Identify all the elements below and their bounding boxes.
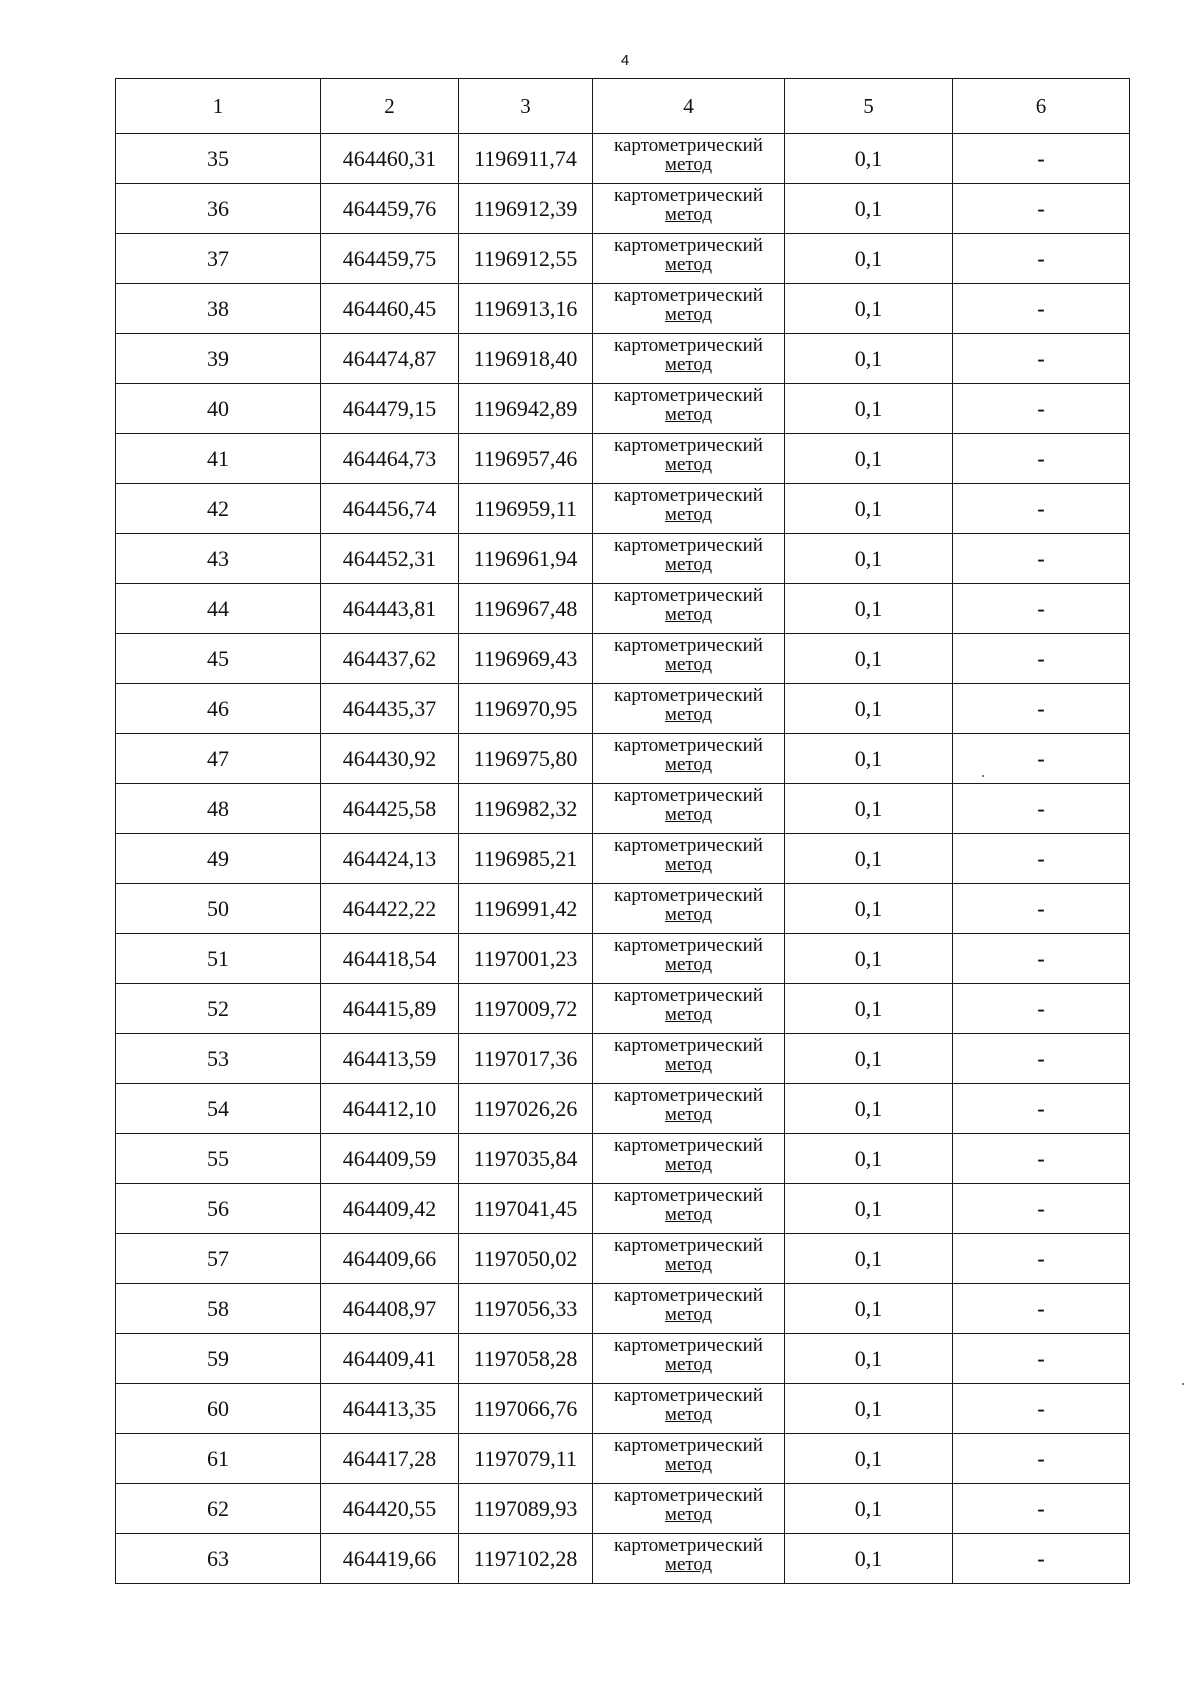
x-coordinate-cell: 464430,92 bbox=[321, 734, 459, 784]
method-text-line1: картометрический bbox=[614, 285, 763, 306]
table-row bbox=[116, 234, 1130, 284]
method-cell bbox=[593, 334, 785, 384]
method-cell bbox=[593, 1234, 785, 1284]
note-cell: - bbox=[953, 1084, 1130, 1134]
point-number-cell: 56 bbox=[116, 1184, 321, 1234]
x-coordinate-cell: 464409,42 bbox=[321, 1184, 459, 1234]
x-coordinate-cell: 464479,15 bbox=[321, 384, 459, 434]
x-coordinate-cell: 464424,13 bbox=[321, 834, 459, 884]
note-cell: - bbox=[953, 434, 1130, 484]
header-col-5: 5 bbox=[785, 79, 953, 134]
method-cell bbox=[593, 684, 785, 734]
y-coordinate-cell: 1196912,39 bbox=[459, 184, 593, 234]
y-coordinate-cell: 1197001,23 bbox=[459, 934, 593, 984]
point-number-cell: 62 bbox=[116, 1484, 321, 1534]
y-coordinate-cell: 1196957,46 bbox=[459, 434, 593, 484]
point-number-cell: 46 bbox=[116, 684, 321, 734]
note-cell: - bbox=[953, 1034, 1130, 1084]
accuracy-cell: 0,1 bbox=[785, 684, 953, 734]
y-coordinate-cell: 1196961,94 bbox=[459, 534, 593, 584]
table-row bbox=[116, 1134, 1130, 1184]
note-cell: - bbox=[953, 284, 1130, 334]
method-text-line1: картометрический bbox=[614, 1185, 763, 1206]
note-cell: - bbox=[953, 834, 1130, 884]
note-cell: - bbox=[953, 1234, 1130, 1284]
header-col-4: 4 bbox=[593, 79, 785, 134]
method-text-line1: картометрический bbox=[614, 585, 763, 606]
method-text-line1: картометрический bbox=[614, 1135, 763, 1156]
accuracy-cell: 0,1 bbox=[785, 1184, 953, 1234]
table-row bbox=[116, 834, 1130, 884]
x-coordinate-cell: 464443,81 bbox=[321, 584, 459, 634]
note-cell: - bbox=[953, 784, 1130, 834]
method-cell bbox=[593, 384, 785, 434]
note-cell: - bbox=[953, 684, 1130, 734]
method-text-line1: картометрический bbox=[614, 485, 763, 506]
method-cell bbox=[593, 434, 785, 484]
table-row bbox=[116, 1084, 1130, 1134]
method-text-line1: картометрический bbox=[614, 835, 763, 856]
x-coordinate-cell: 464459,75 bbox=[321, 234, 459, 284]
point-number-cell: 38 bbox=[116, 284, 321, 334]
y-coordinate-cell: 1197026,26 bbox=[459, 1084, 593, 1134]
method-text-line1: картометрический bbox=[614, 885, 763, 906]
method-text-line2: метод bbox=[664, 454, 713, 475]
method-text-line2: метод bbox=[664, 704, 713, 725]
method-cell bbox=[593, 134, 785, 184]
method-text-line1: картометрический bbox=[614, 1085, 763, 1106]
y-coordinate-cell: 1197066,76 bbox=[459, 1384, 593, 1434]
method-text-line2: метод bbox=[664, 1554, 713, 1575]
method-text-line2: метод bbox=[664, 504, 713, 525]
method-text-line1: картометрический bbox=[614, 435, 763, 456]
accuracy-cell: 0,1 bbox=[785, 634, 953, 684]
point-number-cell: 48 bbox=[116, 784, 321, 834]
x-coordinate-cell: 464420,55 bbox=[321, 1484, 459, 1534]
note-cell: - bbox=[953, 134, 1130, 184]
note-cell: - bbox=[953, 484, 1130, 534]
point-number-cell: 39 bbox=[116, 334, 321, 384]
table-row bbox=[116, 1484, 1130, 1534]
x-coordinate-cell: 464408,97 bbox=[321, 1284, 459, 1334]
method-text-line1: картометрический bbox=[614, 735, 763, 756]
table-row bbox=[116, 784, 1130, 834]
accuracy-cell: 0,1 bbox=[785, 1384, 953, 1434]
method-cell bbox=[593, 734, 785, 784]
coordinates-table bbox=[115, 78, 1130, 1584]
method-cell bbox=[593, 634, 785, 684]
table-row bbox=[116, 1334, 1130, 1384]
method-cell bbox=[593, 534, 785, 584]
coordinates-table-body bbox=[116, 79, 1130, 1584]
method-text-line2: метод bbox=[664, 304, 713, 325]
y-coordinate-cell: 1196911,74 bbox=[459, 134, 593, 184]
method-text-line1: картометрический bbox=[614, 535, 763, 556]
method-text-line1: картометрический bbox=[614, 985, 763, 1006]
accuracy-cell: 0,1 bbox=[785, 184, 953, 234]
method-text-line1: картометрический bbox=[614, 385, 763, 406]
y-coordinate-cell: 1197102,28 bbox=[459, 1534, 593, 1584]
method-cell bbox=[593, 1084, 785, 1134]
point-number-cell: 51 bbox=[116, 934, 321, 984]
header-col-2: 2 bbox=[321, 79, 459, 134]
y-coordinate-cell: 1197079,11 bbox=[459, 1434, 593, 1484]
note-cell: - bbox=[953, 1184, 1130, 1234]
y-coordinate-cell: 1197050,02 bbox=[459, 1234, 593, 1284]
y-coordinate-cell: 1196942,89 bbox=[459, 384, 593, 434]
y-coordinate-cell: 1197056,33 bbox=[459, 1284, 593, 1334]
note-cell: - bbox=[953, 334, 1130, 384]
accuracy-cell: 0,1 bbox=[785, 884, 953, 934]
x-coordinate-cell: 464460,45 bbox=[321, 284, 459, 334]
accuracy-cell: 0,1 bbox=[785, 1084, 953, 1134]
method-text-line1: картометрический bbox=[614, 635, 763, 656]
accuracy-cell: 0,1 bbox=[785, 1234, 953, 1284]
point-number-cell: 45 bbox=[116, 634, 321, 684]
accuracy-cell: 0,1 bbox=[785, 434, 953, 484]
y-coordinate-cell: 1197058,28 bbox=[459, 1334, 593, 1384]
method-cell bbox=[593, 234, 785, 284]
method-text-line2: метод bbox=[664, 854, 713, 875]
method-text-line2: метод bbox=[664, 954, 713, 975]
table-row bbox=[116, 1434, 1130, 1484]
method-text-line2: метод bbox=[664, 1504, 713, 1525]
point-number-cell: 36 bbox=[116, 184, 321, 234]
accuracy-cell: 0,1 bbox=[785, 784, 953, 834]
method-cell bbox=[593, 1334, 785, 1384]
method-text-line1: картометрический bbox=[614, 235, 763, 256]
y-coordinate-cell: 1197009,72 bbox=[459, 984, 593, 1034]
point-number-cell: 41 bbox=[116, 434, 321, 484]
method-text-line1: картометрический bbox=[614, 185, 763, 206]
note-cell: - bbox=[953, 584, 1130, 634]
point-number-cell: 47 bbox=[116, 734, 321, 784]
y-coordinate-cell: 1196918,40 bbox=[459, 334, 593, 384]
method-cell bbox=[593, 484, 785, 534]
y-coordinate-cell: 1196967,48 bbox=[459, 584, 593, 634]
note-cell: - bbox=[953, 1434, 1130, 1484]
note-cell: - bbox=[953, 884, 1130, 934]
point-number-cell: 53 bbox=[116, 1034, 321, 1084]
x-coordinate-cell: 464413,35 bbox=[321, 1384, 459, 1434]
x-coordinate-cell: 464452,31 bbox=[321, 534, 459, 584]
point-number-cell: 43 bbox=[116, 534, 321, 584]
y-coordinate-cell: 1196985,21 bbox=[459, 834, 593, 884]
accuracy-cell: 0,1 bbox=[785, 334, 953, 384]
point-number-cell: 59 bbox=[116, 1334, 321, 1384]
point-number-cell: 57 bbox=[116, 1234, 321, 1284]
accuracy-cell: 0,1 bbox=[785, 1534, 953, 1584]
point-number-cell: 42 bbox=[116, 484, 321, 534]
accuracy-cell: 0,1 bbox=[785, 734, 953, 784]
method-cell bbox=[593, 984, 785, 1034]
x-coordinate-cell: 464409,59 bbox=[321, 1134, 459, 1184]
header-col-6: 6 bbox=[953, 79, 1130, 134]
method-text-line2: метод bbox=[664, 1054, 713, 1075]
note-cell: - bbox=[953, 1484, 1130, 1534]
table-row bbox=[116, 484, 1130, 534]
x-coordinate-cell: 464456,74 bbox=[321, 484, 459, 534]
point-number-cell: 60 bbox=[116, 1384, 321, 1434]
table-row bbox=[116, 684, 1130, 734]
table-row bbox=[116, 1284, 1130, 1334]
x-coordinate-cell: 464412,10 bbox=[321, 1084, 459, 1134]
note-cell: - bbox=[953, 1134, 1130, 1184]
method-text-line2: метод bbox=[664, 1104, 713, 1125]
y-coordinate-cell: 1196969,43 bbox=[459, 634, 593, 684]
x-coordinate-cell: 464415,89 bbox=[321, 984, 459, 1034]
method-text-line1: картометрический bbox=[614, 1435, 763, 1456]
method-cell bbox=[593, 1034, 785, 1084]
table-row bbox=[116, 384, 1130, 434]
method-text-line2: метод bbox=[664, 254, 713, 275]
y-coordinate-cell: 1197041,45 bbox=[459, 1184, 593, 1234]
table-row bbox=[116, 984, 1130, 1034]
method-text-line2: метод bbox=[664, 804, 713, 825]
page-number: 4 bbox=[620, 52, 630, 69]
method-cell bbox=[593, 284, 785, 334]
accuracy-cell: 0,1 bbox=[785, 234, 953, 284]
table-row bbox=[116, 1184, 1130, 1234]
note-cell: - bbox=[953, 984, 1130, 1034]
method-text-line1: картометрический bbox=[614, 1285, 763, 1306]
header-col-3: 3 bbox=[459, 79, 593, 134]
scan-speck bbox=[982, 775, 984, 777]
x-coordinate-cell: 464409,41 bbox=[321, 1334, 459, 1384]
method-cell bbox=[593, 1434, 785, 1484]
method-cell bbox=[593, 834, 785, 884]
table-row bbox=[116, 634, 1130, 684]
y-coordinate-cell: 1196970,95 bbox=[459, 684, 593, 734]
y-coordinate-cell: 1196959,11 bbox=[459, 484, 593, 534]
method-cell bbox=[593, 934, 785, 984]
method-text-line1: картометрический bbox=[614, 1335, 763, 1356]
method-text-line1: картометрический bbox=[614, 935, 763, 956]
method-text-line2: метод bbox=[664, 904, 713, 925]
x-coordinate-cell: 464413,59 bbox=[321, 1034, 459, 1084]
point-number-cell: 54 bbox=[116, 1084, 321, 1134]
method-text-line2: метод bbox=[664, 754, 713, 775]
x-coordinate-cell: 464459,76 bbox=[321, 184, 459, 234]
table-row bbox=[116, 534, 1130, 584]
y-coordinate-cell: 1196982,32 bbox=[459, 784, 593, 834]
x-coordinate-cell: 464437,62 bbox=[321, 634, 459, 684]
table-row bbox=[116, 584, 1130, 634]
x-coordinate-cell: 464460,31 bbox=[321, 134, 459, 184]
table-row bbox=[116, 1234, 1130, 1284]
accuracy-cell: 0,1 bbox=[785, 1284, 953, 1334]
method-text-line2: метод bbox=[664, 1254, 713, 1275]
method-text-line2: метод bbox=[664, 204, 713, 225]
y-coordinate-cell: 1196913,16 bbox=[459, 284, 593, 334]
accuracy-cell: 0,1 bbox=[785, 984, 953, 1034]
point-number-cell: 63 bbox=[116, 1534, 321, 1584]
point-number-cell: 55 bbox=[116, 1134, 321, 1184]
method-text-line2: метод bbox=[664, 604, 713, 625]
accuracy-cell: 0,1 bbox=[785, 284, 953, 334]
note-cell: - bbox=[953, 384, 1130, 434]
point-number-cell: 49 bbox=[116, 834, 321, 884]
point-number-cell: 58 bbox=[116, 1284, 321, 1334]
note-cell: - bbox=[953, 1334, 1130, 1384]
method-text-line2: метод bbox=[664, 554, 713, 575]
x-coordinate-cell: 464422,22 bbox=[321, 884, 459, 934]
method-cell bbox=[593, 584, 785, 634]
scan-speck bbox=[1182, 1383, 1184, 1385]
method-text-line1: картометрический bbox=[614, 685, 763, 706]
point-number-cell: 40 bbox=[116, 384, 321, 434]
method-text-line1: картометрический bbox=[614, 1535, 763, 1556]
y-coordinate-cell: 1196991,42 bbox=[459, 884, 593, 934]
x-coordinate-cell: 464474,87 bbox=[321, 334, 459, 384]
x-coordinate-cell: 464464,73 bbox=[321, 434, 459, 484]
table-row bbox=[116, 434, 1130, 484]
x-coordinate-cell: 464418,54 bbox=[321, 934, 459, 984]
accuracy-cell: 0,1 bbox=[785, 934, 953, 984]
method-text-line2: метод bbox=[664, 1004, 713, 1025]
note-cell: - bbox=[953, 734, 1130, 784]
method-text-line2: метод bbox=[664, 354, 713, 375]
method-text-line1: картометрический bbox=[614, 1235, 763, 1256]
table-row bbox=[116, 334, 1130, 384]
table-row bbox=[116, 284, 1130, 334]
method-text-line2: метод bbox=[664, 1404, 713, 1425]
table-row bbox=[116, 1034, 1130, 1084]
x-coordinate-cell: 464435,37 bbox=[321, 684, 459, 734]
note-cell: - bbox=[953, 1284, 1130, 1334]
method-text-line1: картометрический bbox=[614, 1485, 763, 1506]
method-text-line2: метод bbox=[664, 1154, 713, 1175]
accuracy-cell: 0,1 bbox=[785, 484, 953, 534]
accuracy-cell: 0,1 bbox=[785, 534, 953, 584]
header-col-1: 1 bbox=[116, 79, 321, 134]
method-text-line2: метод bbox=[664, 1304, 713, 1325]
table-row bbox=[116, 1534, 1130, 1584]
accuracy-cell: 0,1 bbox=[785, 1484, 953, 1534]
x-coordinate-cell: 464409,66 bbox=[321, 1234, 459, 1284]
y-coordinate-cell: 1196912,55 bbox=[459, 234, 593, 284]
method-cell bbox=[593, 1384, 785, 1434]
point-number-cell: 44 bbox=[116, 584, 321, 634]
accuracy-cell: 0,1 bbox=[785, 134, 953, 184]
x-coordinate-cell: 464419,66 bbox=[321, 1534, 459, 1584]
method-text-line2: метод bbox=[664, 654, 713, 675]
table-row bbox=[116, 1384, 1130, 1434]
table-row bbox=[116, 884, 1130, 934]
note-cell: - bbox=[953, 634, 1130, 684]
x-coordinate-cell: 464417,28 bbox=[321, 1434, 459, 1484]
method-cell bbox=[593, 784, 785, 834]
note-cell: - bbox=[953, 534, 1130, 584]
y-coordinate-cell: 1197017,36 bbox=[459, 1034, 593, 1084]
accuracy-cell: 0,1 bbox=[785, 1134, 953, 1184]
method-text-line1: картометрический bbox=[614, 1385, 763, 1406]
method-cell bbox=[593, 184, 785, 234]
accuracy-cell: 0,1 bbox=[785, 1434, 953, 1484]
method-text-line2: метод bbox=[664, 1454, 713, 1475]
method-cell bbox=[593, 884, 785, 934]
table-row bbox=[116, 734, 1130, 784]
table-row bbox=[116, 934, 1130, 984]
y-coordinate-cell: 1197089,93 bbox=[459, 1484, 593, 1534]
note-cell: - bbox=[953, 234, 1130, 284]
accuracy-cell: 0,1 bbox=[785, 1334, 953, 1384]
method-cell bbox=[593, 1184, 785, 1234]
point-number-cell: 61 bbox=[116, 1434, 321, 1484]
note-cell: - bbox=[953, 934, 1130, 984]
point-number-cell: 37 bbox=[116, 234, 321, 284]
note-cell: - bbox=[953, 1384, 1130, 1434]
note-cell: - bbox=[953, 184, 1130, 234]
table-row bbox=[116, 184, 1130, 234]
method-text-line1: картометрический bbox=[614, 135, 763, 156]
method-cell bbox=[593, 1134, 785, 1184]
table-row bbox=[116, 134, 1130, 184]
y-coordinate-cell: 1197035,84 bbox=[459, 1134, 593, 1184]
method-text-line2: метод bbox=[664, 1354, 713, 1375]
accuracy-cell: 0,1 bbox=[785, 834, 953, 884]
y-coordinate-cell: 1196975,80 bbox=[459, 734, 593, 784]
point-number-cell: 35 bbox=[116, 134, 321, 184]
accuracy-cell: 0,1 bbox=[785, 384, 953, 434]
method-text-line1: картометрический bbox=[614, 785, 763, 806]
x-coordinate-cell: 464425,58 bbox=[321, 784, 459, 834]
method-text-line2: метод bbox=[664, 1204, 713, 1225]
method-text-line2: метод bbox=[664, 154, 713, 175]
method-text-line2: метод bbox=[664, 404, 713, 425]
method-text-line1: картометрический bbox=[614, 1035, 763, 1056]
method-cell bbox=[593, 1284, 785, 1334]
accuracy-cell: 0,1 bbox=[785, 1034, 953, 1084]
method-cell bbox=[593, 1534, 785, 1584]
method-cell bbox=[593, 1484, 785, 1534]
point-number-cell: 50 bbox=[116, 884, 321, 934]
method-text-line1: картометрический bbox=[614, 335, 763, 356]
accuracy-cell: 0,1 bbox=[785, 584, 953, 634]
point-number-cell: 52 bbox=[116, 984, 321, 1034]
note-cell: - bbox=[953, 1534, 1130, 1584]
table-header-row bbox=[116, 79, 1130, 134]
